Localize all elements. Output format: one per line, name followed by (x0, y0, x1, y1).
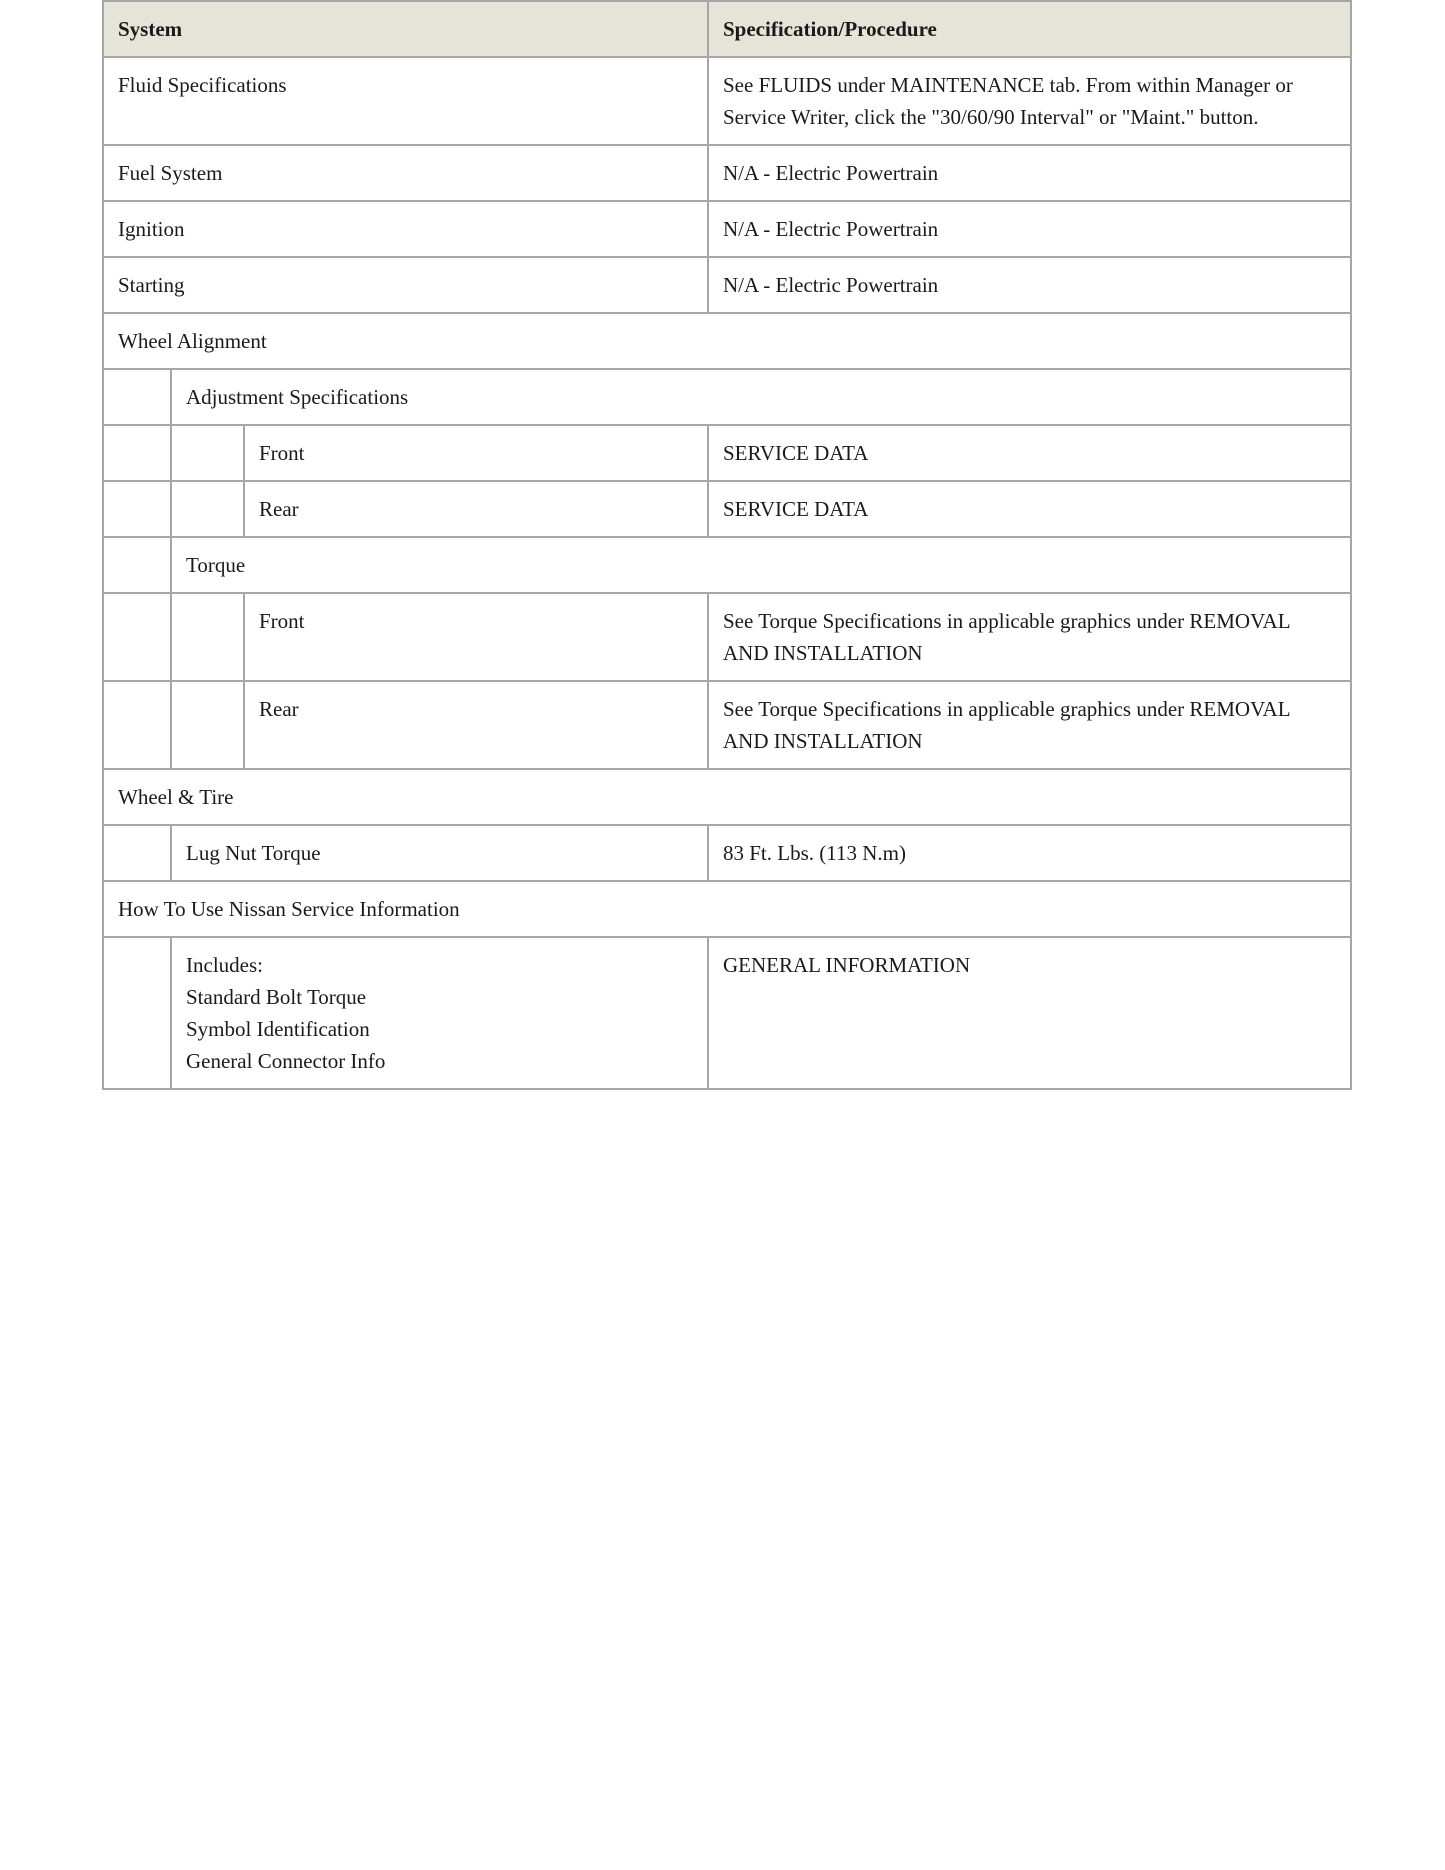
row-label-ignition: Ignition (103, 201, 708, 257)
table-row (103, 313, 1351, 369)
row-label-adjustment-rear: Rear (244, 481, 708, 537)
table-row (103, 681, 1351, 769)
table-row (103, 201, 1351, 257)
indent-cell (103, 425, 171, 481)
row-label-starting: Starting (103, 257, 708, 313)
row-label-torque-front: Front (244, 593, 708, 681)
includes-line: General Connector Info (186, 1049, 386, 1073)
includes-line: Includes: (186, 953, 263, 977)
row-label-lug-nut-torque: Lug Nut Torque (171, 825, 708, 881)
row-value-starting: N/A - Electric Powertrain (708, 257, 1351, 313)
table-row (103, 425, 1351, 481)
row-value-adjustment-front: SERVICE DATA (708, 425, 1351, 481)
row-value-lug-nut-torque: 83 Ft. Lbs. (113 N.m) (708, 825, 1351, 881)
row-value-adjustment-rear: SERVICE DATA (708, 481, 1351, 537)
row-value-ignition: N/A - Electric Powertrain (708, 201, 1351, 257)
indent-cell (103, 369, 171, 425)
indent-cell (103, 593, 171, 681)
row-value-fuel-system: N/A - Electric Powertrain (708, 145, 1351, 201)
indent-cell (103, 681, 171, 769)
indent-cell (103, 481, 171, 537)
includes-line: Standard Bolt Torque (186, 985, 367, 1009)
indent-cell (103, 937, 171, 1089)
section-wheel-tire: Wheel & Tire (103, 769, 1351, 825)
table-header-row (103, 1, 1351, 57)
table-row (103, 481, 1351, 537)
table-row (103, 537, 1351, 593)
indent-cell (103, 537, 171, 593)
header-system: System (103, 1, 708, 57)
includes-line: Symbol Identification (186, 1017, 370, 1041)
table-row (103, 881, 1351, 937)
subsection-adjustment-specifications: Adjustment Specifications (171, 369, 1351, 425)
indent-cell (171, 425, 244, 481)
table-row (103, 825, 1351, 881)
table-row (103, 769, 1351, 825)
row-value-general-information: GENERAL INFORMATION (708, 937, 1351, 1089)
subsection-torque: Torque (171, 537, 1351, 593)
table-row (103, 937, 1351, 1089)
table-row (103, 57, 1351, 145)
includes-list (171, 937, 708, 1089)
table-row (103, 257, 1351, 313)
table-row (103, 145, 1351, 201)
table-row (103, 369, 1351, 425)
row-value-fluid-specifications: See FLUIDS under MAINTENANCE tab. From within Manager or Service Writer, click the "30/60/90 Interval" or "Maint." button. (708, 57, 1351, 145)
row-value-torque-front: See Torque Specifications in applicable graphics under REMOVAL AND INSTALLATION (708, 593, 1351, 681)
indent-cell (171, 681, 244, 769)
table-row (103, 593, 1351, 681)
row-label-fluid-specifications: Fluid Specifications (103, 57, 708, 145)
section-how-to-use-service-info: How To Use Nissan Service Information (103, 881, 1351, 937)
indent-cell (171, 593, 244, 681)
indent-cell (103, 825, 171, 881)
header-specification: Specification/Procedure (708, 1, 1351, 57)
specification-table (102, 0, 1352, 1090)
row-value-torque-rear: See Torque Specifications in applicable graphics under REMOVAL AND INSTALLATION (708, 681, 1351, 769)
row-label-adjustment-front: Front (244, 425, 708, 481)
row-label-fuel-system: Fuel System (103, 145, 708, 201)
section-wheel-alignment: Wheel Alignment (103, 313, 1351, 369)
row-label-torque-rear: Rear (244, 681, 708, 769)
indent-cell (171, 481, 244, 537)
